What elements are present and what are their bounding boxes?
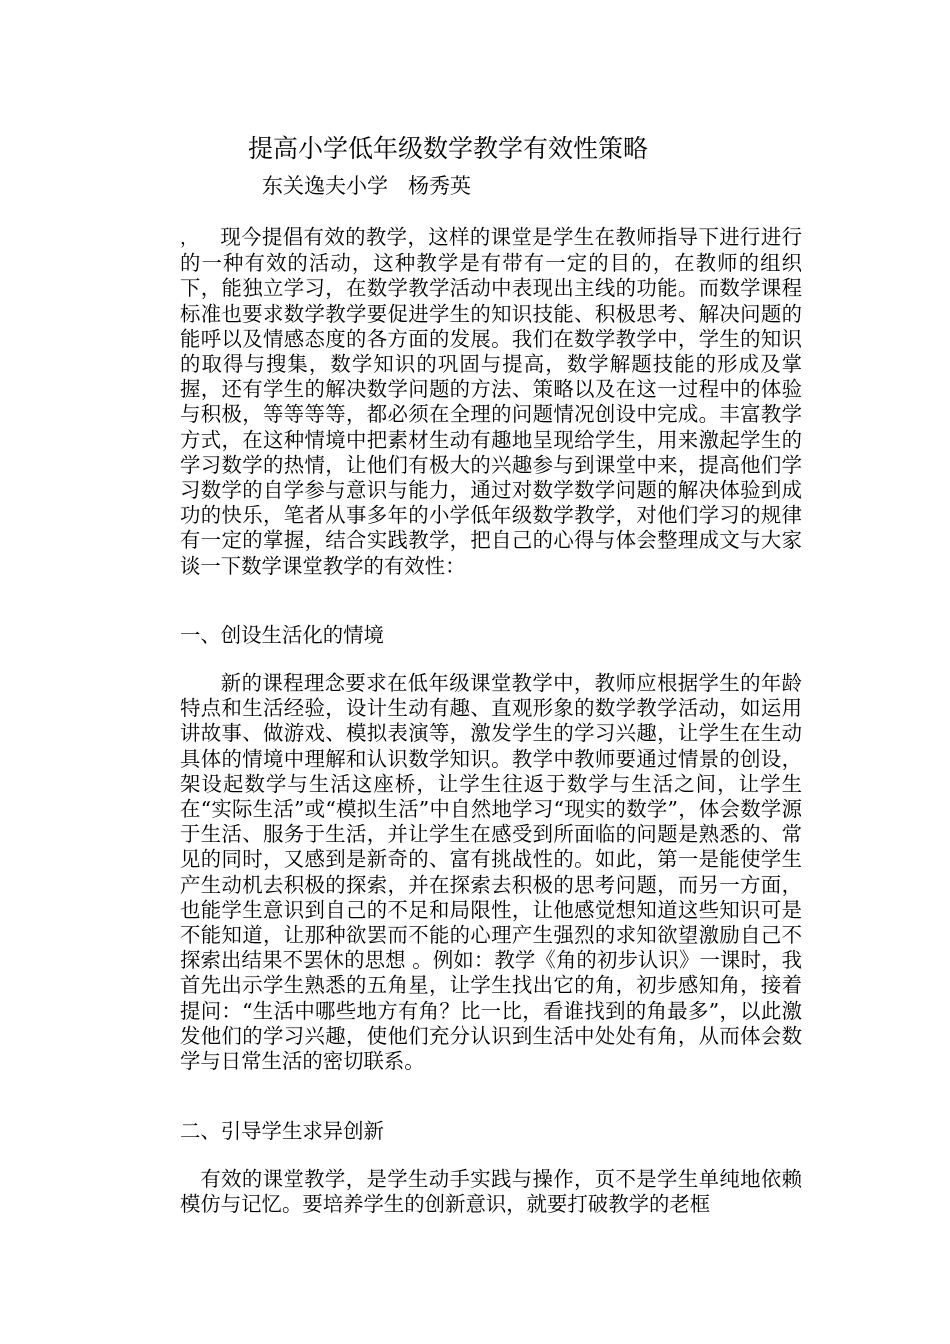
document-author: 东关逸夫小学 杨秀英 bbox=[262, 174, 472, 198]
section-heading-1: 一、创设生活化的情境 bbox=[180, 623, 384, 647]
intro-mark: ， bbox=[180, 228, 198, 249]
section-1-paragraph: 新的课程理念要求在低年级课堂教学中，教师应根据学生的年龄特点和生活经验，设计生动有趣、直观形象的数学教学活动，如运用讲故事、做游戏、模拟表演等，激发学生的学习兴趣，让学生在生动具体的情境中理解和认识数学知识。教学中教师要通过情景的创设，架设起数学与生活这座桥，让学生往返于数学与生活之间，让学生在“实际生活”或“模拟生活”中自然地学习“现实的数学”，体会数学源于生活、服务于生活，并让学生在感受到所面临的问题是熟悉的、常见的同时，又感到是新奇的、富有挑战性的。如此，第一是能使学生产生动机去积极的探索，并在探索去积极的思考问题，而另一方面，也能学生意识到自己的不足和局限性，让他感觉想知道这些知识可是不能知道，让那种欲罢而不能的心理产生强烈的求知欲望激励自己不探索出结果不罢休的思想 。例如：教学《角的初步认识》一课时，我首先出示学生熟悉的五角星，让学生找出它的角，初步感知角，接着提问：“生活中哪些地方有角？比一比，看谁找到的角最多”，以此激发他们的学习兴趣，使他们充分认识到生活中处处有角，从而体会数学与日常生活的密切联系。 bbox=[180, 671, 802, 1074]
section-heading-2: 二、引导学生求异创新 bbox=[180, 1119, 384, 1143]
section-2-paragraph: 有效的课堂教学，是学生动手实践与操作，页不是学生单纯地依赖模仿与记忆。要培养学生的创新意识，就要打破教学的老框 bbox=[180, 1167, 802, 1217]
document-title: 提高小学低年级数学教学有效性策略 bbox=[248, 134, 649, 163]
intro-paragraph bbox=[180, 225, 802, 579]
intro-text: 现今提倡有效的教学，这样的课堂是学生在教师指导下进行进行的一种有效的活动，这种教学是有带有一定的目的，在教师的组织下，能独立学习，在数学教学活动中表现出主线的功能。而数学课程标准也要求数学教学要促进学生的知识技能、积极思考、解决问题的能呼以及情感态度的各方面的发展。我们在数学教学中，学生的知识的取得与搜集，数学知识的巩固与提高，数学解题技能的形成及掌握，还有学生的解决数学问题的方法、策略以及在这一过程中的体验与积极，等等等等，都必须在全理的问题情况创设中完成。丰富教学方式，在这种情境中把素材生动有趣地呈现给学生，用来激起学生的学习数学的热情，让他们有极大的兴趣参与到课堂中来，提高他们学习数学的自学参与意识与能力，通过对数学数学问题的解决体验到成功的快乐，笔者从事多年的小学低年级数学教学，对他们学习的规律有一定的掌握，结合实践教学，把自己的心得与体会整理成文与大家谈一下数学课堂教学的有效性： bbox=[180, 225, 802, 578]
